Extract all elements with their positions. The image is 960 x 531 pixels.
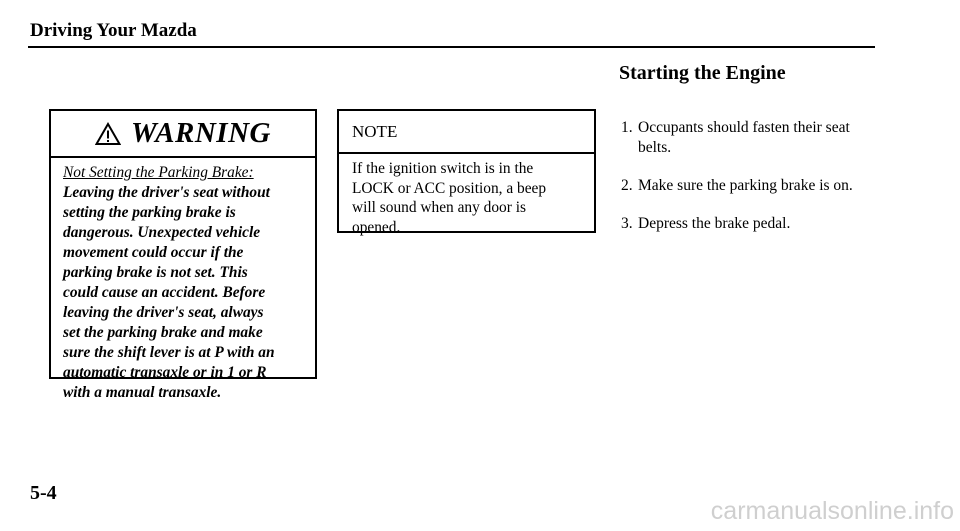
warning-title: WARNING (131, 117, 271, 149)
warning-triangle-icon (95, 122, 121, 146)
steps-list (621, 118, 881, 252)
note-title: NOTE (339, 111, 594, 154)
watermark: carmanualsonline.info (710, 497, 954, 525)
step-line: belts. (638, 139, 672, 156)
note-line: opened. (352, 218, 401, 236)
step-item (621, 176, 881, 196)
step-text (638, 214, 790, 234)
warning-line: dangerous. Unexpected vehicle (63, 224, 261, 241)
note-body (339, 154, 594, 237)
warning-line: set the parking brake and make (63, 324, 263, 341)
note-line: LOCK or ACC position, a beep (352, 179, 547, 197)
warning-line: automatic transaxle or in 1 or R (63, 364, 267, 381)
page-header-title: Driving Your Mazda (30, 20, 197, 41)
warning-body (51, 158, 315, 403)
step-line: Make sure the parking brake is on. (638, 177, 853, 194)
warning-subheading: Not Setting the Parking Brake: (63, 164, 254, 181)
warning-line: leaving the driver's seat, always (63, 304, 264, 321)
step-item (621, 214, 881, 234)
warning-line: parking brake is not set. This (63, 264, 248, 281)
note-line: will sound when any door is (352, 199, 526, 216)
note-box (337, 109, 596, 236)
warning-header (51, 111, 315, 158)
warning-line: could cause an accident. Before (63, 284, 266, 301)
page-number: 5-4 (30, 482, 57, 504)
step-number: 3. (621, 215, 633, 232)
step-text (638, 118, 850, 158)
section-title: Starting the Engine (619, 62, 786, 84)
step-number: 2. (621, 177, 633, 194)
note-line: If the ignition switch is in the (352, 160, 534, 177)
step-line: Depress the brake pedal. (638, 215, 791, 232)
step-text (638, 176, 853, 196)
header-divider (28, 46, 875, 48)
warning-line: movement could occur if the (63, 244, 244, 261)
step-number: 1. (621, 119, 633, 136)
warning-line: setting the parking brake is (63, 204, 236, 221)
step-line: Occupants should fasten their seat (638, 119, 850, 136)
step-item (621, 118, 881, 158)
warning-line: Leaving the driver's seat without (63, 184, 270, 201)
warning-line: with a manual transaxle. (63, 384, 222, 401)
warning-box (49, 109, 317, 401)
warning-line: sure the shift lever is at P with an (63, 344, 275, 361)
